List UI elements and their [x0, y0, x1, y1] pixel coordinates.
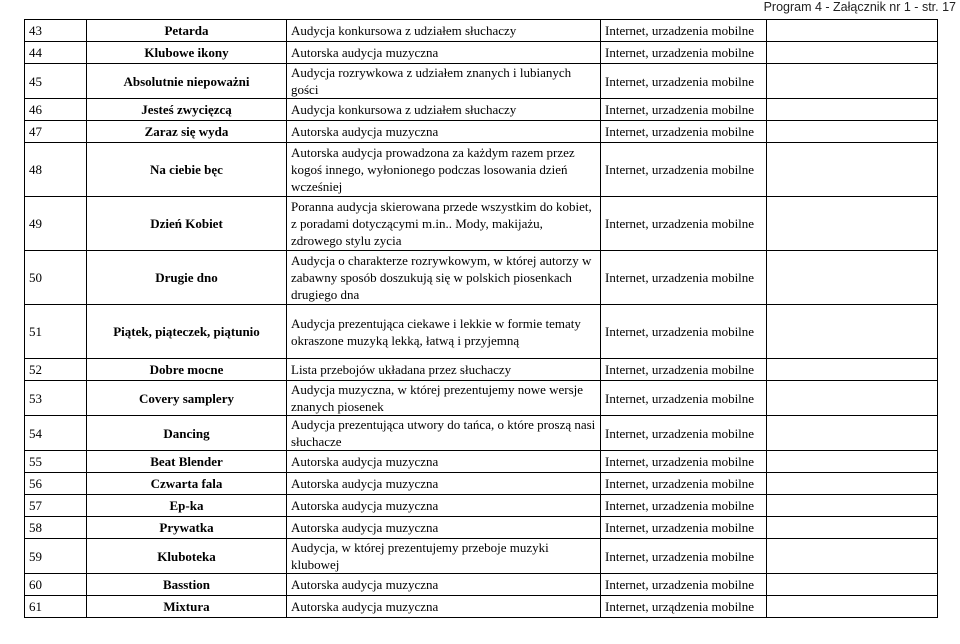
empty-cell — [767, 574, 938, 596]
empty-cell — [767, 539, 938, 574]
table-row — [25, 473, 938, 495]
table-row — [25, 381, 938, 416]
programme-description: Autorska audycja muzyczna — [287, 596, 601, 618]
distribution-channel: Internet, urzadzenia mobilne — [601, 305, 767, 359]
programme-description: Poranna audycja skierowana przede wszystkim do kobiet, z poradami dotyczącymi m.in.. Mody, makijażu, zdrowego stylu zycia — [287, 197, 601, 251]
programme-description: Audycja rozrywkowa z udziałem znanych i lubianych gości — [287, 64, 601, 99]
row-number: 48 — [25, 143, 87, 197]
distribution-channel: Internet, urzadzenia mobilne — [601, 574, 767, 596]
programme-description: Autorska audycja muzyczna — [287, 121, 601, 143]
empty-cell — [767, 359, 938, 381]
distribution-channel: Internet, urzadzenia mobilne — [601, 451, 767, 473]
table-row — [25, 574, 938, 596]
row-number: 60 — [25, 574, 87, 596]
distribution-channel: Internet, urzadzenia mobilne — [601, 64, 767, 99]
empty-cell — [767, 495, 938, 517]
row-number: 58 — [25, 517, 87, 539]
programme-title: Dobre mocne — [87, 359, 287, 381]
row-number: 51 — [25, 305, 87, 359]
programme-description: Audycja prezentująca utwory do tańca, o które proszą nasi słuchacze — [287, 416, 601, 451]
table-row — [25, 596, 938, 618]
programme-description: Audycja konkursowa z udziałem słuchaczy — [287, 99, 601, 121]
programme-title: Zaraz się wyda — [87, 121, 287, 143]
programme-description: Audycja konkursowa z udziałem słuchaczy — [287, 20, 601, 42]
programme-description: Autorska audycja prowadzona za każdym razem przez kogoś innego, wyłonionego podczas losowania dzień wcześniej — [287, 143, 601, 197]
empty-cell — [767, 143, 938, 197]
programme-title: Klubowe ikony — [87, 42, 287, 64]
empty-cell — [767, 305, 938, 359]
programme-description: Autorska audycja muzyczna — [287, 451, 601, 473]
table-row — [25, 416, 938, 451]
programme-description: Autorska audycja muzyczna — [287, 574, 601, 596]
programme-title: Petarda — [87, 20, 287, 42]
empty-cell — [767, 473, 938, 495]
table-row — [25, 359, 938, 381]
table-row — [25, 143, 938, 197]
page-header-note: Program 4 - Załącznik nr 1 - str. 17 — [763, 0, 956, 14]
empty-cell — [767, 596, 938, 618]
programme-title: Jesteś zwycięzcą — [87, 99, 287, 121]
distribution-channel: Internet, urzadzenia mobilne — [601, 381, 767, 416]
row-number: 49 — [25, 197, 87, 251]
table-row — [25, 305, 938, 359]
empty-cell — [767, 517, 938, 539]
programme-title: Basstion — [87, 574, 287, 596]
distribution-channel: Internet, urządzenia mobilne — [601, 596, 767, 618]
row-number: 50 — [25, 251, 87, 305]
programme-title: Dancing — [87, 416, 287, 451]
row-number: 46 — [25, 99, 87, 121]
row-number: 43 — [25, 20, 87, 42]
row-number: 52 — [25, 359, 87, 381]
programme-title: Ep-ka — [87, 495, 287, 517]
programme-title: Na ciebie bęc — [87, 143, 287, 197]
table-row — [25, 99, 938, 121]
programme-description: Audycja, w której prezentujemy przeboje muzyki klubowej — [287, 539, 601, 574]
empty-cell — [767, 42, 938, 64]
distribution-channel: Internet, urzadzenia mobilne — [601, 539, 767, 574]
row-number: 54 — [25, 416, 87, 451]
empty-cell — [767, 99, 938, 121]
programme-title: Covery samplery — [87, 381, 287, 416]
row-number: 55 — [25, 451, 87, 473]
table-row — [25, 20, 938, 42]
programme-description: Audycja prezentująca ciekawe i lekkie w formie tematy okraszone muzyką lekką, łatwą i przyjemną — [287, 305, 601, 359]
distribution-channel: Internet, urzadzenia mobilne — [601, 495, 767, 517]
table-row — [25, 42, 938, 64]
programme-description: Autorska audycja muzyczna — [287, 473, 601, 495]
empty-cell — [767, 64, 938, 99]
row-number: 47 — [25, 121, 87, 143]
distribution-channel: Internet, urzadzenia mobilne — [601, 121, 767, 143]
programme-description: Audycja muzyczna, w której prezentujemy nowe wersje znanych piosenek — [287, 381, 601, 416]
distribution-channel: Internet, urzadzenia mobilne — [601, 359, 767, 381]
empty-cell — [767, 416, 938, 451]
programme-title: Piątek, piąteczek, piątunio — [87, 305, 287, 359]
table-row — [25, 517, 938, 539]
row-number: 57 — [25, 495, 87, 517]
table-row — [25, 495, 938, 517]
row-number: 59 — [25, 539, 87, 574]
programme-title: Absolutnie niepoważni — [87, 64, 287, 99]
programme-description: Audycja o charakterze rozrywkowym, w której autorzy w zabawny sposób doszukują się w polskich piosenkach drugiego dna — [287, 251, 601, 305]
row-number: 61 — [25, 596, 87, 618]
distribution-channel: Internet, urzadzenia mobilne — [601, 143, 767, 197]
table-row — [25, 64, 938, 99]
programme-title: Dzień Kobiet — [87, 197, 287, 251]
distribution-channel: Internet, urzadzenia mobilne — [601, 99, 767, 121]
table-row — [25, 121, 938, 143]
programme-description: Autorska audycja muzyczna — [287, 517, 601, 539]
programme-table-body — [25, 20, 938, 618]
table-row — [25, 197, 938, 251]
row-number: 56 — [25, 473, 87, 495]
empty-cell — [767, 197, 938, 251]
distribution-channel: Internet, urzadzenia mobilne — [601, 517, 767, 539]
programme-title: Kluboteka — [87, 539, 287, 574]
distribution-channel: Internet, urzadzenia mobilne — [601, 251, 767, 305]
programme-description: Autorska audycja muzyczna — [287, 495, 601, 517]
empty-cell — [767, 20, 938, 42]
row-number: 45 — [25, 64, 87, 99]
distribution-channel: Internet, urzadzenia mobilne — [601, 42, 767, 64]
table-row — [25, 451, 938, 473]
empty-cell — [767, 251, 938, 305]
row-number: 44 — [25, 42, 87, 64]
table-row — [25, 539, 938, 574]
programme-description: Autorska audycja muzyczna — [287, 42, 601, 64]
table-row — [25, 251, 938, 305]
empty-cell — [767, 121, 938, 143]
distribution-channel: Internet, urzadzenia mobilne — [601, 197, 767, 251]
row-number: 53 — [25, 381, 87, 416]
programme-title: Mixtura — [87, 596, 287, 618]
programme-title: Beat Blender — [87, 451, 287, 473]
empty-cell — [767, 381, 938, 416]
programme-title: Drugie dno — [87, 251, 287, 305]
distribution-channel: Internet, urzadzenia mobilne — [601, 20, 767, 42]
programme-title: Prywatka — [87, 517, 287, 539]
distribution-channel: Internet, urzadzenia mobilne — [601, 416, 767, 451]
programme-description: Lista przebojów układana przez słuchaczy — [287, 359, 601, 381]
empty-cell — [767, 451, 938, 473]
programme-table — [24, 19, 938, 618]
programme-title: Czwarta fala — [87, 473, 287, 495]
distribution-channel: Internet, urzadzenia mobilne — [601, 473, 767, 495]
